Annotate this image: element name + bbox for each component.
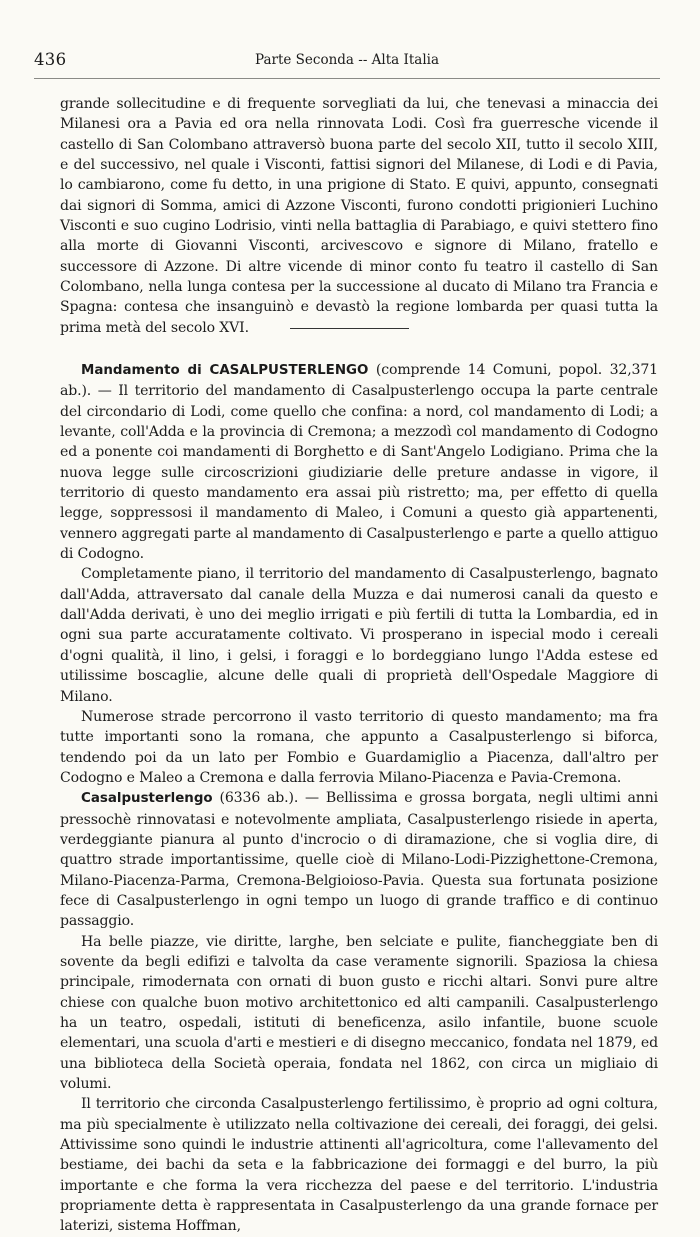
header-rule — [34, 78, 660, 79]
mandamento-intro-text: (comprende 14 Comuni, popol. 32,371 ab.). — Il territorio del mandamento di Casalpusterlengo occupa la parte centrale del circondario di Lodi, come quello che confina: a nord, col mandamento di Lodi; a levante, coll'Adda e la provincia di Cremona; a mezzodì col mandamento di Codogno ed a ponente coi mandamenti di Borghetto e di Sant'Angelo Lodigiano. Prima che la nuova legge sulle circoscrizioni giudiziarie delle preture andasse in vigore, il territorio di questo mandamento era assai più ristretto; ma, per effetto di quella legge, soppressosi il mandamento di Maleo, i Comuni a questo già appartenenti, vennero aggregati parte al mandamento di Casalpusterlengo e parte a quello attiguo di Codogno. — [60, 362, 658, 563]
paragraph-san-colombano: grande sollecitudine e di frequente sorvegliati da lui, che tenevasi a minaccia dei Milanesi ora a Pavia ed ora nella rinnovata Lodi. Così fra guerresche vicende il castello di San Colombano attraversò buona parte del secolo XII, tutto il secolo XIII, e del successivo, nel quale i Visconti, fattisi signori del Milanese, di Lodi e di Pavia, lo cambiarono, come fu detto, in una prigione di Stato. E quivi, appunto, consegnati dai signori di Somma, amici di Azzone Visconti, furono condotti prigionieri Luchino Visconti e suo cugino Lodrisio, vinti nella battaglia di Parabiago, e quivi stettero fino alla morte di Giovanni Visconti, arcivescovo e signore di Milano, fratello e successore di Azzone. Di altre vicende di minor conto fu teatro il castello di San Colombano, nella lunga contesa per la successione al ducato di Milano tra Francia e Spagna: contesa che insanguinò e devastò la regione lombarda per quasi tutta la prima metà del secolo XVI. — [60, 96, 658, 336]
mandamento-section — [60, 360, 658, 1237]
page-header — [34, 50, 660, 72]
continued-paragraph-block — [60, 94, 658, 338]
running-title: Parte Seconda -- Alta Italia — [254, 52, 440, 68]
mandamento-heading: Mandamento di CASALPUSTERLENGO — [81, 363, 369, 378]
paragraph-roads: Numerose strade percorrono il vasto territorio di questo mandamento; ma fra tutte importanti sono la romana, che appunto a Casalpusterlengo si biforca, tendendo poi da un lato per Fombio e Guardamiglio a Piacenza, dall'altro per Codogno e Maleo a Cremona e dalla ferrovia Milano-Piacenza e Pavia-Cremona. — [60, 708, 658, 786]
paragraph-territory: Completamente piano, il territorio del mandamento di Casalpusterlengo, bagnato dall'Adda, attraversato dal canale della Muzza e dai numerosi canali da questo e dall'Adda derivati, è uno dei meglio irrigati e più fertili di tutta la Lombardia, ed in ogni sua parte accuratamente coltivato. Vi prosperano in ispecial modo i cereali d'ogni qualità, il lino, i gelsi, i foraggi e lo bordeggiano lungo l'Adda estese ed utilissime boscaglie, alcune delle quali di proprietà dell'Ospedale Maggiore di Milano. — [60, 566, 658, 705]
section-divider — [290, 328, 409, 329]
paragraph-town — [60, 788, 658, 931]
paragraph-mandamento-intro — [60, 360, 658, 564]
paragraph-town-buildings: Ha belle piazze, vie diritte, larghe, ben selciate e pulite, fiancheggiate ben di sovente da begli edifizi e talvolta da case veramente signorili. Spaziosa la chiesa principale, rimodernata con ornati di buon gusto e ricchi altari. Sonvi pure altre chiese con qualche buon motivo architettonico ed alti campanili. Casalpusterlengo ha un teatro, ospedali, istituti di beneficenza, asilo infantile, buone scuole elementari, una scuola d'arti e mestieri e di disegno meccanico, fondata nel 1879, ed una biblioteca della Società operaia, fondata nel 1862, con circa un migliaio di volumi. — [60, 933, 658, 1093]
page-number: 436 — [34, 50, 67, 69]
paragraph-agriculture: Il territorio che circonda Casalpusterlengo fertilissimo, è proprio ad ogni coltura, ma più specialmente è utilizzato nella coltivazione dei cereali, dei foraggi, dei gelsi. Attivissime sono quindi le industrie attinenti all'agricoltura, come l'allevamento del bestiame, dei bachi da seta e la fabbricazione dei formaggi e del burro, la più importante e che forma la vera ricchezza del paese e del territorio. L'industria propriamente detta è rappresentata in Casalpusterlengo da una grande fornace per laterizi, sistema Hoffman, — [60, 1096, 658, 1235]
town-heading: Casalpusterlengo — [81, 791, 213, 807]
town-intro-text: (6336 ab.). — Bellissima e grossa borgata, negli ultimi anni pressochè rinnovatasi e notevolmente ampliata, Casalpusterlengo risiede in aperta, verdeggiante pianura al punto d'incrocio o di diramazione, che si voglia dire, di quattro strade importantissime, quelle cioè di Milano-Lodi-Pizzighettone-Cremona, Milano-Piacenza-Parma, Cremona-Belgioioso-Pavia. Questa sua fortunata posizione fece di Casalpusterlengo in ogni tempo un luogo di grande traffico e di continuo passaggio. — [60, 790, 658, 930]
